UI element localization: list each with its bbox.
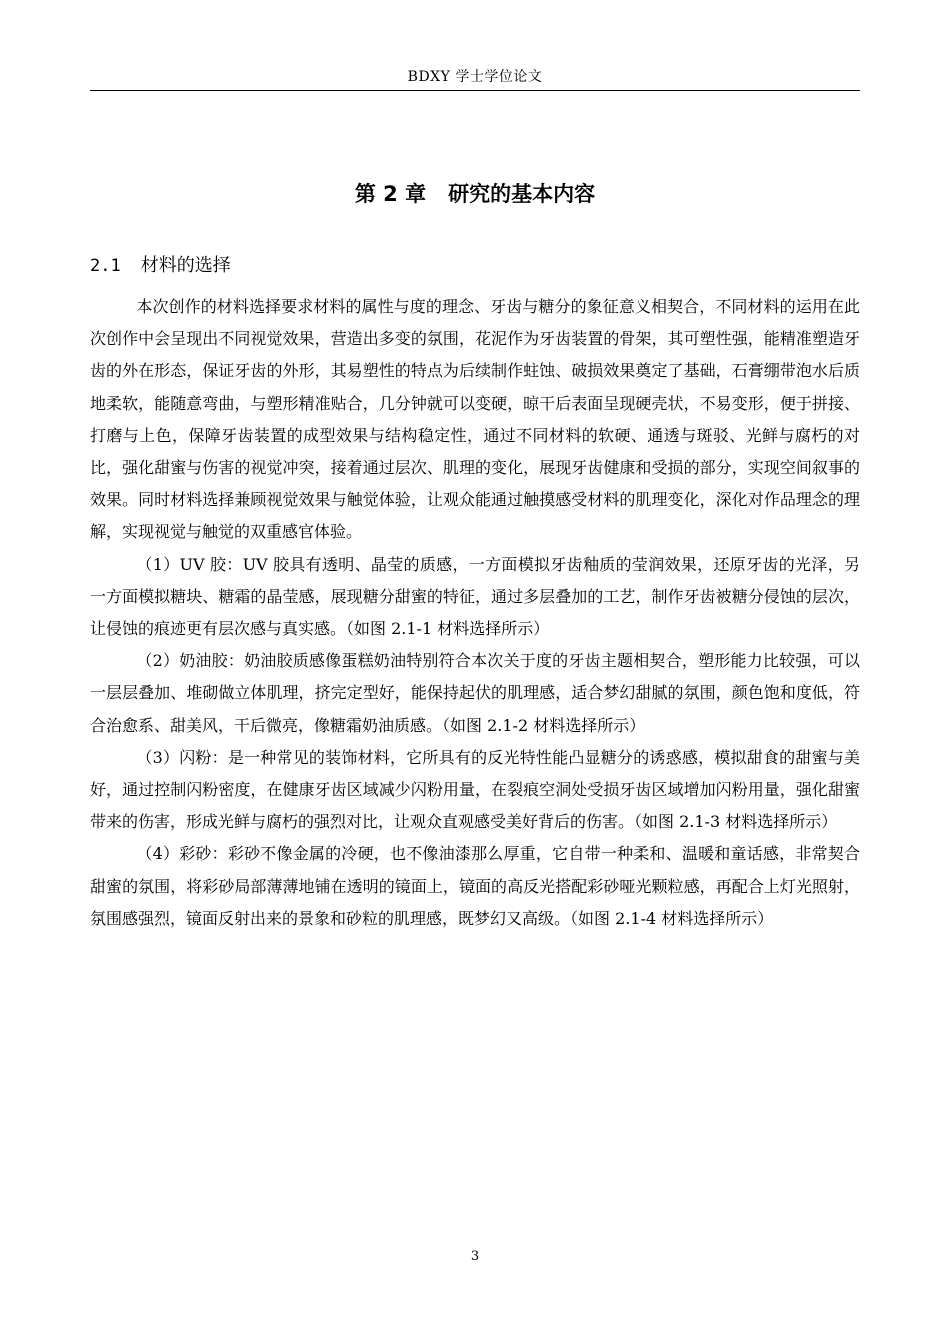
chapter-title	[0, 180, 950, 208]
header-rule	[90, 90, 860, 91]
page-number: 3	[470, 1249, 480, 1264]
chapter-number: 第 2 章	[354, 182, 427, 206]
paragraph-glitter: （3）闪粉：是一种常见的装饰材料，它所具有的反光特性能凸显糖分的诱惑感，模拟甜食的甜蜜与美好，通过控制闪粉密度，在健康牙齿区域减少闪粉用量，在裂痕空洞处受损牙齿区域增加闪粉用量，强化甜蜜带来的伤害，形成光鲜与腐朽的强烈对比，让观众直观感受美好背后的伤害。（如图 2.1-3 材料选择所示）	[90, 747, 860, 832]
paragraph-uv-glue: （1）UV 胶：UV 胶具有透明、晶莹的质感，一方面模拟牙齿釉质的莹润效果，还原牙齿的光泽，另一方面模拟糖块、糖霜的晶莹感，展现糖分甜蜜的特征，通过多层叠加的工艺，制作牙齿被糖分侵蚀的层次，让侵蚀的痕迹更有层次感与真实感。（如图 2.1-1 材料选择所示）	[90, 554, 860, 639]
running-header: BDXY 学士学位论文	[407, 69, 543, 85]
section-title-text: 材料的选择	[140, 255, 231, 276]
section-number: 2.1	[90, 256, 121, 276]
paragraph-intro: 本次创作的材料选择要求材料的属性与度的理念、牙齿与糖分的象征意义相契合，不同材料的运用在此次创作中会呈现出不同视觉效果，营造出多变的氛围，花泥作为牙齿装置的骨架，其可塑性强，能精准塑造牙齿的外在形态，保证牙齿的外形，其易塑性的特点为后续制作蛀蚀、破损效果奠定了基础，石膏绷带泡水后质地柔软，能随意弯曲，与塑形精准贴合，几分钟就可以变硬，晾干后表面呈现硬壳状，不易变形，便于拼接、打磨与上色，保障牙齿装置的成型效果与结构稳定性，通过不同材料的软硬、通透与斑驳、光鲜与腐朽的对比，强化甜蜜与伤害的视觉冲突，接着通过层次、肌理的变化，展现牙齿健康和受损的部分，实现空间叙事的效果。同时材料选择兼顾视觉效果与触觉体验，让观众能通过触摸感受材料的肌理变化，深化对作品理念的理解，实现视觉与触觉的双重感官体验。	[90, 297, 860, 542]
paragraph-colored-sand: （4）彩砂：彩砂不像金属的冷硬，也不像油漆那么厚重，它自带一种柔和、温暖和童话感，非常契合甜蜜的氛围，将彩砂局部薄薄地铺在透明的镜面上，镜面的高反光搭配彩砂哑光颗粒感，再配合上灯光照射，氛围感强烈，镜面反射出来的景象和砂粒的肌理感，既梦幻又高级。（如图 2.1-4 材料选择所示）	[90, 844, 860, 928]
section-heading	[90, 253, 231, 279]
chapter-title-text: 研究的基本内容	[448, 182, 596, 206]
body-text	[90, 291, 860, 935]
paragraph-cream-glue: （2）奶油胶：奶油胶质感像蛋糕奶油特别符合本次关于度的牙齿主题相契合，塑形能力比较强，可以一层层叠加、堆砌做立体肌理，挤完定型好，能保持起伏的肌理感，适合梦幻甜腻的氛围，颜色饱和度低，符合治愈系、甜美风，干后微亮，像糖霜奶油质感。（如图 2.1-2 材料选择所示）	[90, 651, 860, 735]
